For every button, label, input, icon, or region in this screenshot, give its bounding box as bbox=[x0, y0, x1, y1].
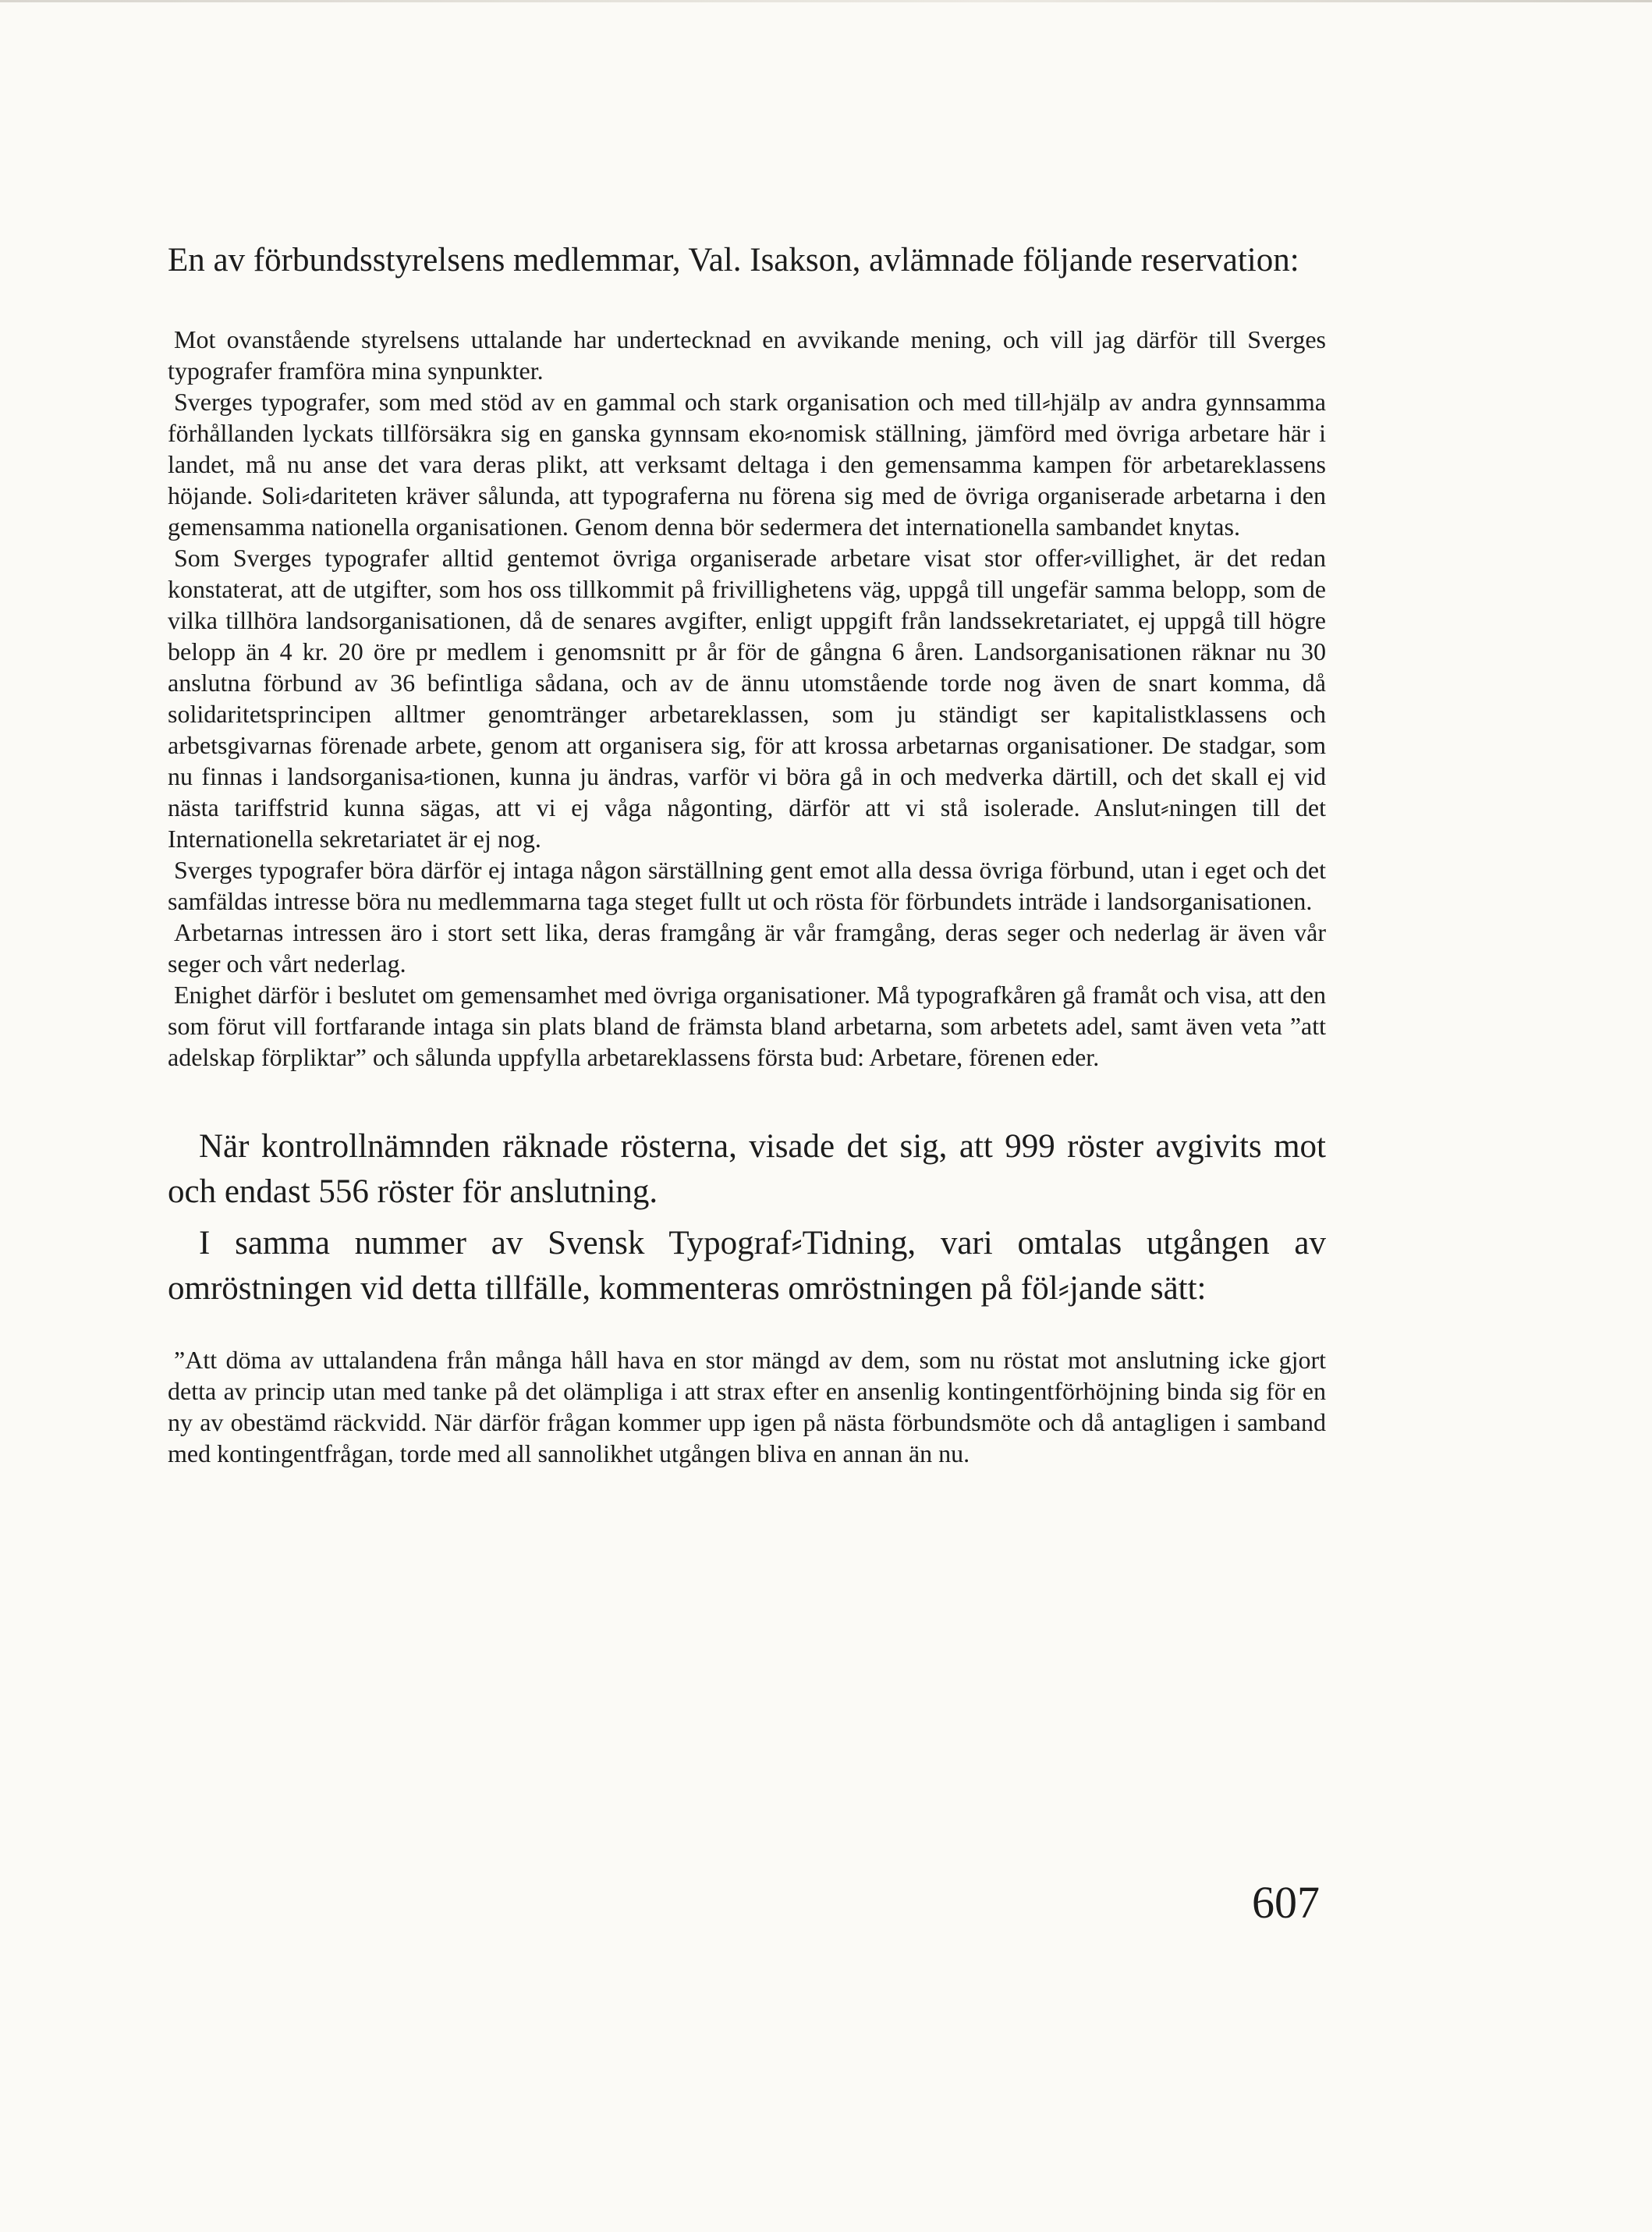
reservation-paragraph: Som Sverges typografer alltid gentemot övriga organiserade arbetare visat stor offer⸗villighet, är det redan konstaterat, att de utgifter, som hos oss tillkommit på frivillighetens väg, uppgå till ungefär samma belopp, som de vilka tillhöra landsorganisationen, då de senares avgifter, enligt uppgift från landssekretariatet, ej uppgå till högre belopp än 4 kr. 20 öre pr medlem i genomsnitt pr år för de gångna 6 åren. Landsorganisationen räknar nu 30 anslutna förbund av 36 befintliga sådana, och av de ännu utomstående torde nog även de snart komma, då solidaritetsprincipen alltmer genomtränger arbetareklassen, som ju ständigt ser kapitalistklassens och arbetsgivarnas förenade arbete, genom att organisera sig, för att krossa arbetarnas organisationer. De stadgar, som nu finnas i landsorganisa⸗tionen, kunna ju ändras, varför vi böra gå in och medverka därtill, och det skall ej vid nästa tariffstrid kunna sägas, att vi ej våga någonting, därför att vi stå isolerade. Anslut⸗ningen till det Internationella sekretariatet är ej nog. bbox=[168, 544, 1326, 853]
vote-result: När kontrollnämnden räknade rösterna, visade det sig, att 999 röster avgivits mot och endast 556 röster för anslutning. bbox=[168, 1128, 1326, 1210]
reservation-paragraph: Mot ovanstående styrelsens uttalande har undertecknad en avvikande mening, och vill jag därför till Sverges typografer framföra mina synpunkter. bbox=[168, 325, 1326, 385]
reservation-paragraph: Enighet därför i beslutet om gemensamhet med övriga organisationer. Må typografkåren gå framåt och visa, att den som förut vill fortfarande intaga sin plats bland de främsta bland arbetarna, som arbetets adel, samt även veta ”att adelskap förpliktar” och sålunda uppfylla arbetareklassens första bud: Arbetare, förenen eder. bbox=[168, 981, 1326, 1071]
page-number: 607 bbox=[1252, 1877, 1320, 1928]
commentary-quote-block bbox=[168, 1344, 1326, 1469]
page-edge bbox=[0, 0, 1652, 2]
reservation-text bbox=[168, 324, 1326, 1073]
page-body bbox=[168, 238, 1326, 1469]
reservation-paragraph: Arbetarnas intressen äro i stort sett lika, deras framgång är vår framgång, deras seger och nederlag är även vår seger och vårt nederlag. bbox=[168, 918, 1326, 978]
commentary-intro: I samma nummer av Svensk Typograf⸗Tidning, vari omtalas utgången av omröstningen vid detta tillfälle, kommenteras omröstningen på föl⸗jande sätt: bbox=[168, 1225, 1326, 1307]
reservation-paragraph: Sverges typografer böra därför ej intaga någon särställning gent emot alla dessa övriga förbund, utan i eget och det samfäldas intresse böra nu medlemmarna taga steget fullt ut och rösta för förbundets inträde i landsorganisationen. bbox=[168, 856, 1326, 915]
commentary-quote: ”Att döma av uttalandena från många håll hava en stor mängd av dem, som nu röstat mot anslutning icke gjort detta av princip utan med tanke på det olämpliga i att strax efter en ansenlig kontingentförhöjning binda sig för en ny av obestämd räckvidd. När därför frågan kommer upp igen på nästa förbundsmöte och då antagligen i samband med kontingentfrågan, torde med all sannolikhet utgången bliva en annan än nu. bbox=[168, 1346, 1326, 1467]
reservation-paragraph: Sverges typografer, som med stöd av en gammal och stark organisation och med till⸗hjälp av andra gynnsamma förhållanden lyckats tillförsäkra sig en ganska gynnsam eko⸗nomisk ställning, jämförd med övriga arbetare här i landet, må nu anse det vara deras plikt, att verksamt deltaga i den gemensamma kampen för arbetareklassens höjande. Soli⸗dariteten kräver sålunda, att typograferna nu förena sig med de övriga organiserade arbetarna i den gemensamma nationella organisationen. Genom denna bör sedermera det internationella sambandet knytas. bbox=[168, 388, 1326, 541]
intro-heading: En av förbundsstyrelsens medlemmar, Val. Isakson, avlämnade följande reservation: bbox=[168, 242, 1299, 279]
